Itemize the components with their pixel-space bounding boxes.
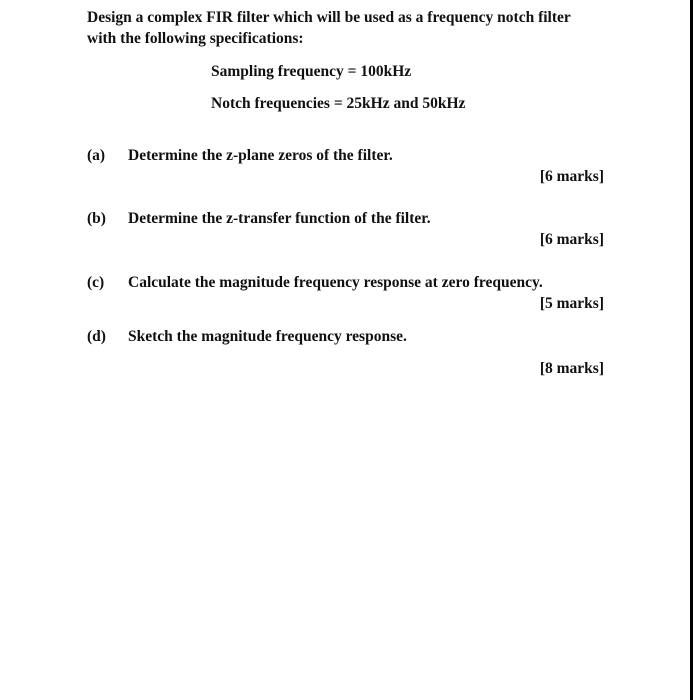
question-c-marks: [5 marks]	[539, 295, 604, 312]
question-b-text: Determine the z-transfer function of the filter.	[128, 210, 431, 227]
sampling-frequency-spec: Sampling frequency = 100kHz	[211, 63, 412, 80]
question-c-label: (c)	[87, 274, 105, 291]
question-b-marks: [6 marks]	[539, 231, 604, 248]
question-b-label: (b)	[87, 210, 106, 227]
question-d-marks: [8 marks]	[539, 360, 604, 377]
question-a-marks: [6 marks]	[539, 168, 604, 185]
notch-frequencies-spec: Notch frequencies = 25kHz and 50kHz	[211, 95, 466, 112]
problem-statement-line-2: with the following specifications:	[87, 30, 304, 47]
question-a-text: Determine the z-plane zeros of the filter.	[128, 147, 393, 164]
problem-statement-line-1: Design a complex FIR filter which will be used as a frequency notch filter	[87, 9, 571, 26]
question-d-text: Sketch the magnitude frequency response.	[128, 328, 407, 345]
question-c-text: Calculate the magnitude frequency response at zero frequency.	[128, 274, 543, 291]
problem-statement	[87, 7, 607, 49]
question-a-label: (a)	[87, 147, 106, 164]
question-d-label: (d)	[87, 328, 106, 345]
